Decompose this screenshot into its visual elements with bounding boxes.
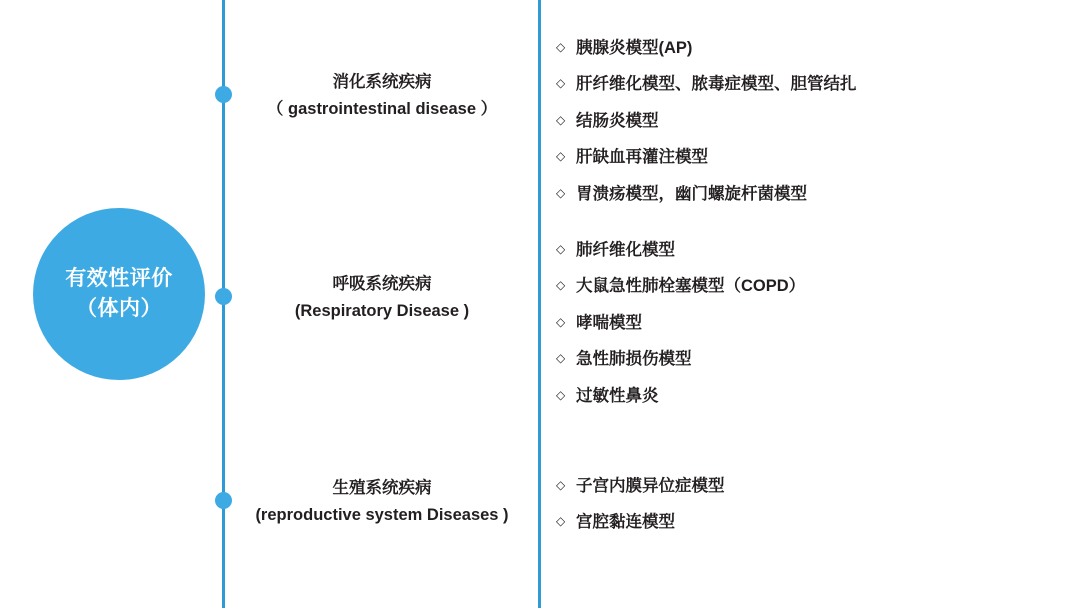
list-item xyxy=(556,349,1066,370)
list-item xyxy=(556,276,1066,297)
diamond-bullet-icon: ◇ xyxy=(556,112,566,127)
list-item xyxy=(556,147,1066,168)
list-item xyxy=(556,74,1066,95)
root-node-label-line2: （体内） xyxy=(76,297,162,320)
node-dot-gastrointestinal xyxy=(215,86,232,103)
diamond-bullet-icon: ◇ xyxy=(556,76,566,91)
list-item-label: 急性肺损伤模型 xyxy=(576,350,692,369)
list-item xyxy=(556,184,1066,205)
category-label-cn: 消化系统疾病 xyxy=(332,73,432,91)
category-label-cn: 生殖系统疾病 xyxy=(332,479,432,497)
list-item-label: 胃溃疡模型，幽门螺旋杆菌模型 xyxy=(576,184,807,203)
list-item-label: 宫腔黏连模型 xyxy=(576,513,675,532)
item-list-gastrointestinal xyxy=(556,38,1066,220)
list-item-label: 大鼠急性肺栓塞模型（COPD） xyxy=(576,277,806,296)
diamond-bullet-icon: ◇ xyxy=(556,185,566,200)
vertical-connector-right xyxy=(538,0,541,608)
list-item-label: 哮喘模型 xyxy=(576,313,642,332)
category-reproductive xyxy=(232,475,532,529)
item-list-reproductive xyxy=(556,476,1066,549)
diamond-bullet-icon: ◇ xyxy=(556,351,566,366)
list-item-label: 过敏性鼻炎 xyxy=(576,386,659,405)
diamond-bullet-icon: ◇ xyxy=(556,387,566,402)
diamond-bullet-icon: ◇ xyxy=(556,242,566,256)
category-gastrointestinal xyxy=(232,69,532,123)
list-item xyxy=(556,240,1066,261)
item-list-respiratory xyxy=(556,240,1066,422)
category-label-en: (reproductive system Diseases ) xyxy=(255,506,509,525)
category-label-en: (Respiratory Disease ) xyxy=(294,302,470,321)
node-dot-reproductive xyxy=(215,492,232,509)
list-item xyxy=(556,386,1066,407)
list-item-label: 肝纤维化模型、脓毒症模型、胆管结扎 xyxy=(576,75,857,94)
category-label-en: （ gastrointestinal disease ） xyxy=(266,100,498,119)
category-respiratory xyxy=(232,271,532,325)
list-item xyxy=(556,313,1066,334)
diamond-bullet-icon: ◇ xyxy=(556,478,566,492)
list-item-label: 结肠炎模型 xyxy=(576,111,659,130)
diamond-bullet-icon: ◇ xyxy=(556,149,566,164)
diamond-bullet-icon: ◇ xyxy=(556,514,566,529)
node-dot-respiratory xyxy=(215,288,232,305)
diamond-bullet-icon: ◇ xyxy=(556,314,566,329)
list-item xyxy=(556,512,1066,533)
list-item xyxy=(556,476,1066,497)
diamond-bullet-icon: ◇ xyxy=(556,40,566,54)
category-label-cn: 呼吸系统疾病 xyxy=(332,275,432,293)
list-item xyxy=(556,38,1066,59)
list-item xyxy=(556,111,1066,132)
list-item-label: 胰腺炎模型(AP) xyxy=(576,39,693,57)
root-node-label-line1: 有效性评价 xyxy=(65,266,173,290)
root-node-effectiveness-evaluation xyxy=(33,208,205,380)
diamond-bullet-icon: ◇ xyxy=(556,278,566,293)
list-item-label: 肝缺血再灌注模型 xyxy=(576,148,708,167)
list-item-label: 子宫内膜异位症模型 xyxy=(576,477,725,495)
list-item-label: 肺纤维化模型 xyxy=(576,241,675,259)
